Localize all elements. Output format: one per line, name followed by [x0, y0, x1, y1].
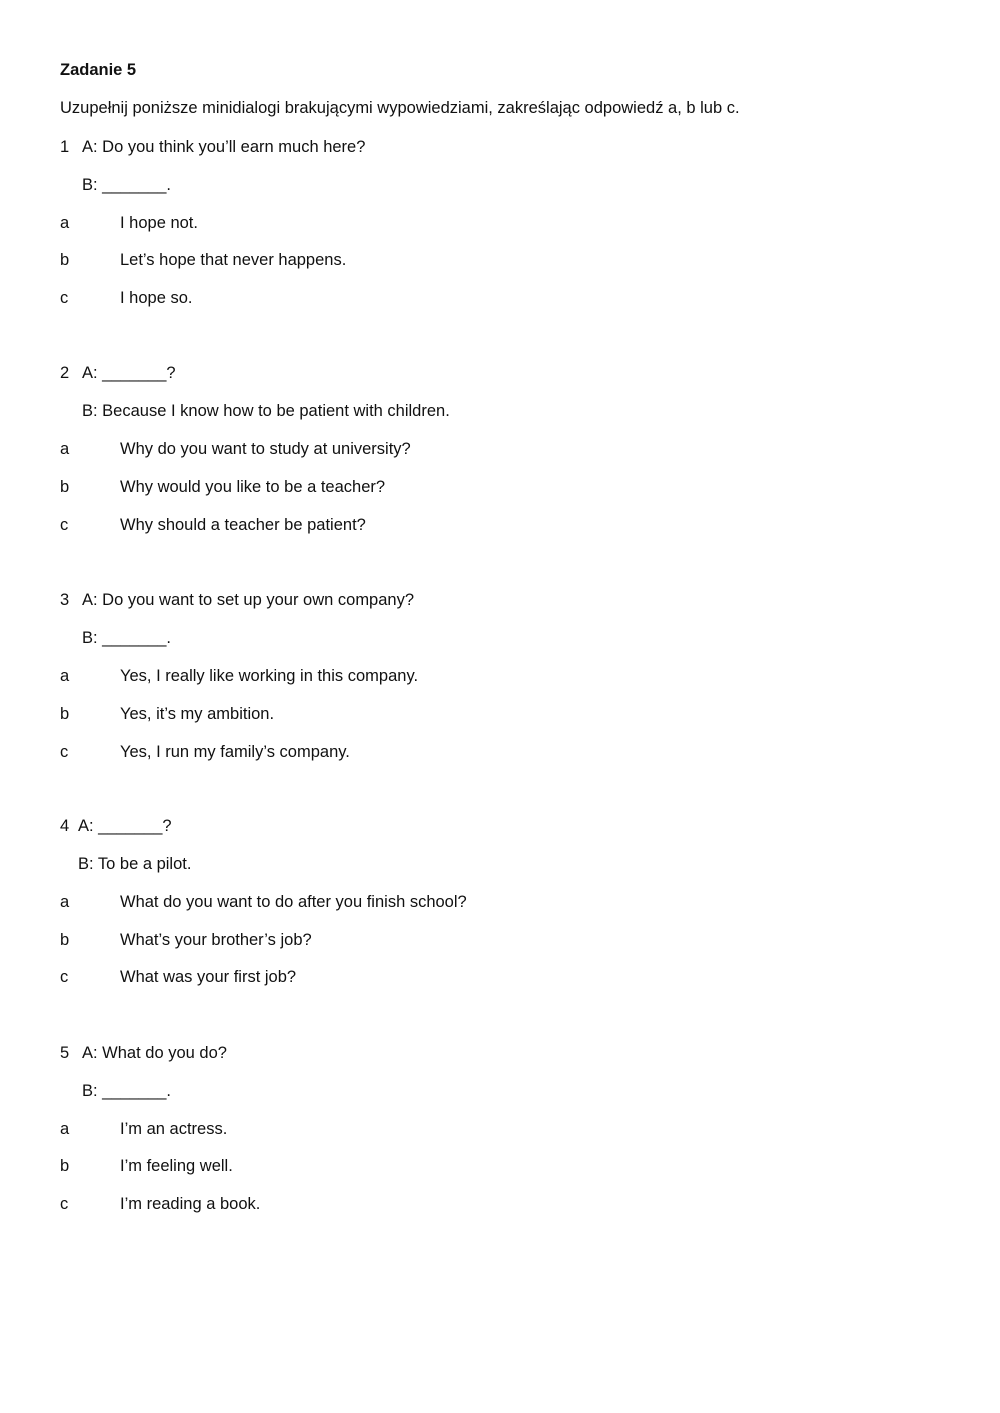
speaker-a-line: A: What do you do? [82, 1044, 227, 1062]
option-letter: a [60, 214, 70, 232]
question-number: 4 [60, 817, 70, 835]
option-text: I’m feeling well. [120, 1157, 233, 1175]
option-text: I’m reading a book. [120, 1195, 261, 1213]
speaker-b-line: B: _______. [82, 176, 171, 194]
option-text: Yes, it’s my ambition. [120, 705, 275, 723]
speaker-b-line: B: Because I know how to be patient with children. [82, 402, 450, 420]
question-number: 3 [60, 591, 70, 609]
option-letter: b [60, 478, 70, 496]
option-letter: b [60, 931, 70, 949]
speaker-b-line: B: _______. [82, 629, 171, 647]
option-letter: a [60, 893, 70, 911]
option-letter: c [60, 743, 69, 761]
option-letter: a [60, 667, 70, 685]
speaker-b-line: B: To be a pilot. [78, 855, 192, 873]
option-text: I hope so. [120, 289, 193, 307]
option-text: Why should a teacher be patient? [120, 516, 366, 534]
speaker-b-line: B: _______. [82, 1082, 171, 1100]
speaker-a-line: A: Do you want to set up your own company? [82, 591, 415, 609]
option-letter: b [60, 1157, 70, 1175]
question-number: 5 [60, 1044, 70, 1062]
option-letter: b [60, 705, 70, 723]
option-text: What was your first job? [120, 968, 297, 986]
option-text: Let’s hope that never happens. [120, 251, 347, 269]
question-number: 1 [60, 138, 70, 156]
option-text: I’m an actress. [120, 1120, 228, 1138]
question-number: 2 [60, 364, 70, 382]
speaker-a-line: A: Do you think you’ll earn much here? [82, 138, 366, 156]
speaker-a-line: A: _______? [82, 364, 176, 382]
option-text: What’s your brother’s job? [120, 931, 312, 949]
option-letter: c [60, 1195, 69, 1213]
speaker-a-line: A: _______? [78, 817, 172, 835]
option-letter: c [60, 289, 69, 307]
task-title: Zadanie 5 [60, 61, 137, 79]
option-letter: b [60, 251, 70, 269]
option-letter: a [60, 1120, 70, 1138]
option-text: What do you want to do after you finish school? [120, 893, 467, 911]
option-letter: c [60, 968, 69, 986]
option-text: Yes, I run my family’s company. [120, 743, 350, 761]
option-text: I hope not. [120, 214, 198, 232]
option-text: Why would you like to be a teacher? [120, 478, 386, 496]
option-text: Yes, I really like working in this company. [120, 667, 419, 685]
option-letter: c [60, 516, 69, 534]
option-letter: a [60, 440, 70, 458]
task-instruction: Uzupełnij poniższe minidialogi brakującymi wypowiedziami, zakreślając odpowiedź a, b lub c. [60, 99, 740, 117]
option-text: Why do you want to study at university? [120, 440, 411, 458]
